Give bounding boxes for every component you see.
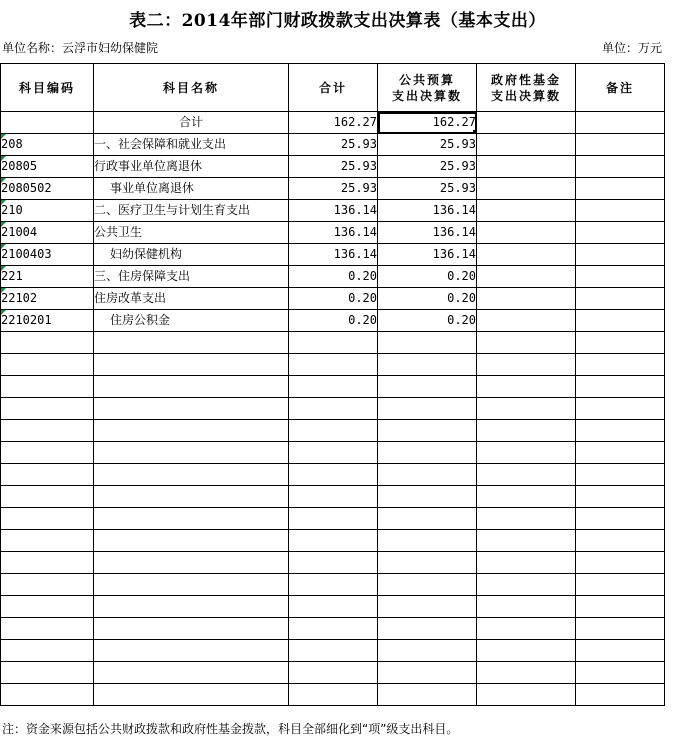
empty-row xyxy=(1,684,665,706)
cell-public-text: 162.27 xyxy=(432,115,476,129)
table-row xyxy=(1,310,665,332)
cell-total[interactable]: 136.14 xyxy=(289,200,378,222)
header-name[interactable]: 科目名称 xyxy=(94,64,289,112)
empty-cell[interactable] xyxy=(378,398,477,420)
empty-cell[interactable] xyxy=(289,662,378,684)
cell-total[interactable]: 0.20 xyxy=(289,310,378,332)
empty-cell[interactable] xyxy=(1,684,94,706)
cell-remark[interactable] xyxy=(576,222,665,244)
empty-cell[interactable] xyxy=(289,574,378,596)
header-row xyxy=(1,64,665,112)
empty-cell[interactable] xyxy=(289,596,378,618)
cell-name[interactable]: 二、医疗卫生与计划生育支出 xyxy=(94,200,289,222)
empty-cell[interactable] xyxy=(289,398,378,420)
empty-cell[interactable] xyxy=(576,662,665,684)
empty-cell[interactable] xyxy=(1,354,94,376)
empty-cell[interactable] xyxy=(477,420,576,442)
empty-cell[interactable] xyxy=(289,684,378,706)
empty-cell[interactable] xyxy=(1,640,94,662)
cell-code[interactable] xyxy=(1,310,94,332)
empty-row xyxy=(1,464,665,486)
cell-code[interactable] xyxy=(1,222,94,244)
empty-cell[interactable] xyxy=(477,574,576,596)
table-row xyxy=(1,288,665,310)
empty-cell[interactable] xyxy=(378,442,477,464)
cell-gov-fund[interactable] xyxy=(477,156,576,178)
empty-cell[interactable] xyxy=(289,618,378,640)
empty-cell[interactable] xyxy=(94,662,289,684)
cell-code[interactable] xyxy=(1,112,94,134)
empty-cell[interactable] xyxy=(1,618,94,640)
empty-row xyxy=(1,332,665,354)
cell-gov-fund[interactable] xyxy=(477,266,576,288)
empty-cell[interactable] xyxy=(289,442,378,464)
cell-name[interactable]: 行政事业单位离退休 xyxy=(94,156,289,178)
empty-row xyxy=(1,508,665,530)
error-indicator-icon xyxy=(1,178,6,183)
table-row xyxy=(1,200,665,222)
empty-cell[interactable] xyxy=(576,332,665,354)
empty-cell[interactable] xyxy=(94,486,289,508)
empty-cell[interactable] xyxy=(94,376,289,398)
cell-gov-fund[interactable] xyxy=(477,222,576,244)
cell-remark[interactable] xyxy=(576,156,665,178)
header-total[interactable]: 合计 xyxy=(289,64,378,112)
empty-cell[interactable] xyxy=(378,684,477,706)
empty-row xyxy=(1,640,665,662)
empty-cell[interactable] xyxy=(477,464,576,486)
cell-name[interactable]: 一、社会保障和就业支出 xyxy=(94,134,289,156)
cell-code-text: 210 xyxy=(1,203,23,217)
empty-cell[interactable] xyxy=(378,420,477,442)
empty-cell[interactable] xyxy=(378,618,477,640)
empty-cell[interactable] xyxy=(1,486,94,508)
cell-remark[interactable] xyxy=(576,288,665,310)
error-indicator-icon xyxy=(1,222,6,227)
cell-remark[interactable] xyxy=(576,200,665,222)
table-title: 表二：2014年部门财政拨款支出决算表（基本支出） xyxy=(129,11,546,31)
empty-cell[interactable] xyxy=(378,552,477,574)
empty-cell[interactable] xyxy=(576,684,665,706)
cell-code[interactable] xyxy=(1,134,94,156)
empty-cell[interactable] xyxy=(1,530,94,552)
cell-code[interactable] xyxy=(1,266,94,288)
cell-total[interactable]: 25.93 xyxy=(289,156,378,178)
empty-cell[interactable] xyxy=(477,596,576,618)
error-indicator-icon xyxy=(1,244,6,249)
fill-handle[interactable] xyxy=(473,130,477,134)
cell-public-budget[interactable]: 25.93 xyxy=(378,178,477,200)
empty-row xyxy=(1,552,665,574)
empty-cell[interactable] xyxy=(576,398,665,420)
cell-gov-fund[interactable] xyxy=(477,310,576,332)
empty-cell[interactable] xyxy=(576,486,665,508)
empty-row xyxy=(1,486,665,508)
empty-cell[interactable] xyxy=(289,376,378,398)
empty-cell[interactable] xyxy=(94,332,289,354)
empty-cell[interactable] xyxy=(94,354,289,376)
empty-cell[interactable] xyxy=(378,530,477,552)
empty-cell[interactable] xyxy=(378,354,477,376)
cell-code[interactable] xyxy=(1,178,94,200)
cell-name[interactable]: 妇幼保健机构 xyxy=(94,244,289,266)
empty-row xyxy=(1,398,665,420)
empty-cell[interactable] xyxy=(576,420,665,442)
empty-row xyxy=(1,574,665,596)
empty-cell[interactable] xyxy=(289,486,378,508)
cell-code-text: 20805 xyxy=(1,159,38,173)
empty-cell[interactable] xyxy=(94,464,289,486)
empty-cell[interactable] xyxy=(378,640,477,662)
empty-cell[interactable] xyxy=(289,508,378,530)
cell-remark[interactable] xyxy=(576,178,665,200)
cell-name[interactable]: 事业单位离退休 xyxy=(94,178,289,200)
empty-cell[interactable] xyxy=(477,442,576,464)
cell-total[interactable]: 162.27 xyxy=(289,112,378,134)
empty-cell[interactable] xyxy=(477,684,576,706)
empty-cell[interactable] xyxy=(477,376,576,398)
empty-cell[interactable] xyxy=(94,420,289,442)
cell-gov-fund[interactable] xyxy=(477,288,576,310)
cell-name[interactable]: 合计 xyxy=(94,112,289,134)
error-indicator-icon xyxy=(1,200,6,205)
cell-remark[interactable] xyxy=(576,112,665,134)
empty-cell[interactable] xyxy=(1,596,94,618)
cell-name[interactable]: 住房改革支出 xyxy=(94,288,289,310)
cell-code[interactable] xyxy=(1,288,94,310)
empty-cell[interactable] xyxy=(576,442,665,464)
empty-cell[interactable] xyxy=(1,442,94,464)
table-row xyxy=(1,178,665,200)
table-row xyxy=(1,266,665,288)
cell-gov-fund[interactable] xyxy=(477,178,576,200)
empty-cell[interactable] xyxy=(1,464,94,486)
empty-cell[interactable] xyxy=(1,508,94,530)
cell-gov-fund[interactable] xyxy=(477,200,576,222)
cell-total[interactable]: 0.20 xyxy=(289,266,378,288)
cell-public-budget[interactable]: 136.14 xyxy=(378,200,477,222)
cell-public-budget[interactable]: 136.14 xyxy=(378,222,477,244)
empty-cell[interactable] xyxy=(477,530,576,552)
empty-row xyxy=(1,618,665,640)
cell-code-text: 221 xyxy=(1,269,23,283)
empty-cell[interactable] xyxy=(94,552,289,574)
header-public-line1: 公共预算 xyxy=(398,72,455,87)
error-indicator-icon xyxy=(1,288,6,293)
empty-row xyxy=(1,420,665,442)
empty-cell[interactable] xyxy=(576,354,665,376)
cell-remark[interactable] xyxy=(576,266,665,288)
budget-table xyxy=(0,63,665,706)
empty-cell[interactable] xyxy=(576,596,665,618)
header-gov-line2: 支出决算数 xyxy=(490,88,561,103)
header-public-line2: 支出决算数 xyxy=(391,88,462,103)
cell-total[interactable]: 136.14 xyxy=(289,244,378,266)
table-row xyxy=(1,222,665,244)
cell-public-budget[interactable] xyxy=(378,112,477,134)
empty-cell[interactable] xyxy=(477,398,576,420)
empty-cell[interactable] xyxy=(576,464,665,486)
cell-code[interactable] xyxy=(1,156,94,178)
empty-cell[interactable] xyxy=(1,420,94,442)
header-gov-line1: 政府性基金 xyxy=(490,72,561,87)
empty-row xyxy=(1,662,665,684)
empty-cell[interactable] xyxy=(289,464,378,486)
cell-gov-fund[interactable] xyxy=(477,134,576,156)
cell-name[interactable]: 三、住房保障支出 xyxy=(94,266,289,288)
empty-cell[interactable] xyxy=(378,464,477,486)
empty-cell[interactable] xyxy=(94,574,289,596)
cell-gov-fund[interactable] xyxy=(477,244,576,266)
empty-cell[interactable] xyxy=(94,596,289,618)
cell-code[interactable] xyxy=(1,244,94,266)
cell-public-budget[interactable]: 0.20 xyxy=(378,288,477,310)
empty-row xyxy=(1,596,665,618)
empty-cell[interactable] xyxy=(289,552,378,574)
header-code[interactable]: 科目编码 xyxy=(1,64,94,112)
empty-cell[interactable] xyxy=(477,508,576,530)
unit-name: 单位名称：云浮市妇幼保健院 xyxy=(2,41,159,55)
empty-cell[interactable] xyxy=(94,618,289,640)
cell-code-text: 22102 xyxy=(1,291,38,305)
empty-cell[interactable] xyxy=(576,552,665,574)
cell-code-text: 2210201 xyxy=(1,313,52,327)
cell-total[interactable]: 0.20 xyxy=(289,288,378,310)
cell-code-text: 208 xyxy=(1,137,23,151)
table-row xyxy=(1,112,665,134)
empty-cell[interactable] xyxy=(94,442,289,464)
empty-cell[interactable] xyxy=(289,420,378,442)
cell-public-budget[interactable]: 136.14 xyxy=(378,244,477,266)
cell-code-text: 2100403 xyxy=(1,247,52,261)
empty-cell[interactable] xyxy=(289,332,378,354)
footnote: 注：资金来源包括公共财政拨款和政府性基金拨款，科目全部细化到“项”级支出科目。 xyxy=(2,722,459,736)
empty-cell[interactable] xyxy=(1,398,94,420)
cell-remark[interactable] xyxy=(576,134,665,156)
empty-cell[interactable] xyxy=(477,332,576,354)
cell-total[interactable]: 25.93 xyxy=(289,178,378,200)
cell-name[interactable]: 住房公积金 xyxy=(94,310,289,332)
cell-code-text: 2080502 xyxy=(1,181,52,195)
empty-cell[interactable] xyxy=(378,332,477,354)
cell-code-text: 21004 xyxy=(1,225,38,239)
empty-cell[interactable] xyxy=(477,618,576,640)
empty-cell[interactable] xyxy=(576,376,665,398)
empty-row xyxy=(1,442,665,464)
empty-cell[interactable] xyxy=(477,662,576,684)
empty-cell[interactable] xyxy=(378,486,477,508)
empty-cell[interactable] xyxy=(576,508,665,530)
cell-public-budget[interactable]: 25.93 xyxy=(378,134,477,156)
empty-cell[interactable] xyxy=(1,376,94,398)
cell-remark[interactable] xyxy=(576,244,665,266)
empty-cell[interactable] xyxy=(576,530,665,552)
cell-name[interactable]: 公共卫生 xyxy=(94,222,289,244)
empty-cell[interactable] xyxy=(477,354,576,376)
cell-public-budget[interactable]: 0.20 xyxy=(378,310,477,332)
empty-cell[interactable] xyxy=(378,508,477,530)
empty-cell[interactable] xyxy=(289,354,378,376)
empty-cell[interactable] xyxy=(378,376,477,398)
empty-cell[interactable] xyxy=(289,640,378,662)
table-row xyxy=(1,244,665,266)
cell-gov-fund[interactable] xyxy=(477,112,576,134)
empty-cell[interactable] xyxy=(94,530,289,552)
empty-cell[interactable] xyxy=(94,684,289,706)
empty-cell[interactable] xyxy=(378,574,477,596)
cell-remark[interactable] xyxy=(576,310,665,332)
empty-cell[interactable] xyxy=(576,640,665,662)
empty-cell[interactable] xyxy=(94,508,289,530)
cell-public-budget[interactable]: 0.20 xyxy=(378,266,477,288)
empty-cell[interactable] xyxy=(289,530,378,552)
cell-total[interactable]: 25.93 xyxy=(289,134,378,156)
empty-cell[interactable] xyxy=(94,398,289,420)
empty-row xyxy=(1,354,665,376)
empty-cell[interactable] xyxy=(378,662,477,684)
cell-code[interactable] xyxy=(1,200,94,222)
header-public-budget[interactable] xyxy=(378,64,477,112)
empty-row xyxy=(1,530,665,552)
empty-cell[interactable] xyxy=(1,574,94,596)
error-indicator-icon xyxy=(1,310,6,315)
table-row xyxy=(1,134,665,156)
unit-label: 单位：万元 xyxy=(601,41,662,55)
empty-cell[interactable] xyxy=(576,574,665,596)
error-indicator-icon xyxy=(1,266,6,271)
empty-cell[interactable] xyxy=(1,552,94,574)
table-row xyxy=(1,156,665,178)
cell-total[interactable]: 136.14 xyxy=(289,222,378,244)
cell-public-budget[interactable]: 25.93 xyxy=(378,156,477,178)
header-gov-fund[interactable] xyxy=(477,64,576,112)
empty-cell[interactable] xyxy=(1,332,94,354)
error-indicator-icon xyxy=(1,156,6,161)
error-indicator-icon xyxy=(1,134,6,139)
header-remark[interactable]: 备注 xyxy=(576,64,665,112)
empty-cell[interactable] xyxy=(576,618,665,640)
empty-row xyxy=(1,376,665,398)
empty-cell[interactable] xyxy=(477,552,576,574)
empty-cell[interactable] xyxy=(477,640,576,662)
empty-cell[interactable] xyxy=(94,640,289,662)
empty-cell[interactable] xyxy=(1,662,94,684)
empty-cell[interactable] xyxy=(477,486,576,508)
empty-cell[interactable] xyxy=(378,596,477,618)
